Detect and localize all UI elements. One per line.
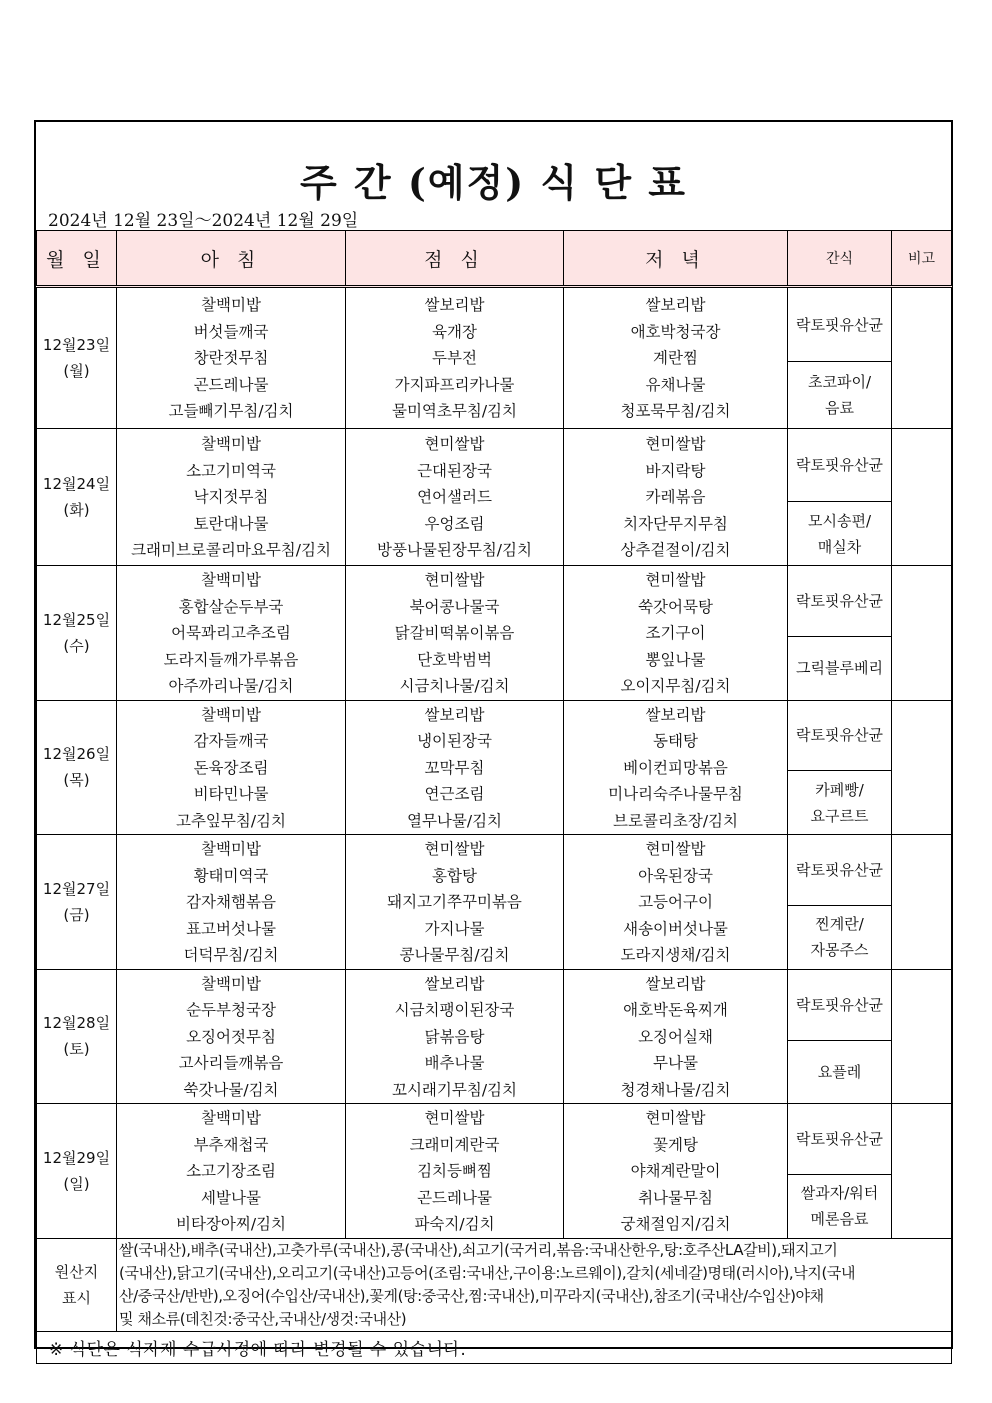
day-row [37,429,952,502]
snack-line: 찐계란/ [815,915,864,934]
day-date: 12월29일 [42,1148,111,1167]
menu-item: 야채계란말이 [630,1162,721,1180]
menu-item: 동태탕 [653,732,698,750]
menu-item: 현미쌀밥 [424,1109,485,1127]
header-snack: 간식 [788,231,892,287]
menu-item: 현미쌀밥 [645,1109,706,1127]
snack-probiotic: 락토핏유산균 [788,287,892,362]
snack-probiotic: 락토핏유산균 [788,1104,892,1175]
day-row [37,700,952,771]
menu-item: 낙지젓무침 [193,488,269,507]
lunch-cell [346,287,564,429]
menu-item: 고사리들깨볶음 [178,1054,284,1072]
lunch-cell [346,969,564,1104]
change-notice: ※ 식단은 식자재 수급사정에 따라 변경될 수 있습니다. [37,1331,952,1363]
menu-item: 찰백미밥 [201,435,261,454]
breakfast-cell [117,700,346,835]
day-cell [37,287,117,429]
menu-item: 꽃게탕 [653,1135,698,1154]
day-row [37,287,952,362]
remark-cell [892,566,952,701]
menu-item: 방풍나물된장무침/김치 [377,541,532,560]
menu-item: 닭볶음탕 [424,1027,485,1046]
menu-item: 유채나물 [645,375,706,394]
menu-item: 아주까리나물/김치 [168,677,294,695]
menu-item: 쌀보리밥 [424,296,485,315]
day-weekday: (토) [63,1040,90,1059]
menu-item: 현미쌀밥 [424,571,485,589]
menu-item: 근대된장국 [417,461,492,480]
snack-probiotic: 락토핏유산균 [788,429,892,502]
origin-line: 쌀(국내산),배추(국내산),고춧가루(국내산),콩(국내산),쇠고기(국거리,볶음:국내산한우,탕:호주산LA갈비),돼지고기 [119,1240,838,1259]
menu-item: 콩나물무침/김치 [399,946,510,964]
day-weekday: (목) [63,771,90,790]
day-cell [37,1104,117,1239]
menu-item: 쌀보리밥 [645,974,706,993]
snack-line: 요플레 [817,1062,862,1081]
menu-item: 소고기미역국 [186,461,276,480]
day-row [37,835,952,906]
menu-item: 물미역초무침/김치 [391,402,517,421]
menu-sheet [34,120,953,1360]
snack-probiotic: 락토핏유산균 [788,700,892,771]
lunch-cell [346,429,564,566]
menu-item: 찰백미밥 [201,840,261,858]
snack-line: 초코파이/ [807,373,871,391]
menu-item: 청포묵무침/김치 [620,402,731,421]
menu-item: 열무나물/김치 [406,811,503,830]
header-remark: 비고 [892,231,952,287]
menu-item: 뽕잎나물 [645,650,706,669]
menu-item: 도라지생채/김치 [620,946,731,964]
day-cell [37,700,117,835]
menu-item: 김치등뼈찜 [417,1162,492,1180]
menu-item: 도라지들깨가루볶음 [163,650,299,669]
dinner-cell [564,835,788,970]
snack-item [788,1040,892,1103]
menu-item: 베이컨피망볶음 [623,758,728,777]
day-weekday: (일) [63,1174,90,1193]
breakfast-cell [117,969,346,1104]
menu-item: 감자들깨국 [193,732,269,750]
menu-item: 육개장 [432,322,477,341]
menu-item: 계란찜 [653,349,698,368]
snack-probiotic: 락토핏유산균 [788,969,892,1040]
origin-label [37,1238,117,1331]
menu-item: 무나물 [653,1054,698,1072]
menu-item: 조기구이 [645,624,706,642]
remark-cell [892,429,952,566]
origin-label-line: 표시 [62,1288,91,1307]
day-date: 12월27일 [42,879,111,898]
snack-line: 카페빵/ [815,780,864,799]
menu-item: 시금치팽이된장국 [394,1001,515,1019]
snack-item [788,502,892,566]
menu-item: 꼬시래기무침/김치 [391,1080,517,1099]
snack-item [788,637,892,700]
dinner-cell [564,969,788,1104]
menu-item: 오징어젓무침 [186,1027,276,1046]
menu-item: 돼지고기쭈꾸미볶음 [387,893,522,911]
menu-item: 오이지무침/김치 [620,677,731,695]
menu-item: 우엉조림 [424,514,485,533]
menu-item: 가지파프리카나물 [394,375,515,394]
day-weekday: (수) [63,636,90,655]
menu-item: 찰백미밥 [201,974,261,993]
dinner-cell [564,566,788,701]
menu-item: 현미쌀밥 [645,435,706,454]
date-range: 2024년 12월 23일～2024년 12월 29일 [48,211,359,231]
day-row [37,566,952,637]
breakfast-cell [117,566,346,701]
menu-item: 브로콜리초장/김치 [612,811,738,830]
menu-item: 애호박돈육찌개 [623,1001,728,1019]
dinner-cell [564,700,788,835]
header-dinner: 저 녁 [564,231,788,287]
menu-item: 현미쌀밥 [645,571,706,589]
menu-item: 찰백미밥 [201,1109,261,1127]
menu-item: 연어샐러드 [417,488,492,507]
menu-item: 취나물무침 [638,1188,713,1207]
lunch-cell [346,700,564,835]
lunch-cell [346,1104,564,1239]
menu-item: 찰백미밥 [201,296,261,315]
snack-item [788,906,892,969]
menu-item: 고등어구이 [638,893,713,911]
menu-item: 궁채절임지/김치 [620,1215,731,1233]
snack-item [788,362,892,429]
lunch-cell [346,566,564,701]
menu-item: 곤드레나물 [193,375,269,394]
day-cell [37,566,117,701]
menu-item: 찰백미밥 [201,571,261,589]
header-lunch: 점 심 [346,231,564,287]
menu-item: 가지나물 [424,919,485,938]
note-row [37,1331,952,1363]
menu-item: 비타장아찌/김치 [175,1215,287,1233]
menu-item: 찰백미밥 [201,705,261,724]
snack-line: 요구르트 [810,806,869,825]
header-row [37,231,952,287]
menu-item: 치자단무지무침 [623,514,728,533]
menu-item: 북어콩나물국 [409,597,500,616]
menu-item: 세발나물 [201,1188,261,1207]
dinner-cell [564,287,788,429]
menu-item: 황태미역국 [193,866,269,885]
remark-cell [892,700,952,835]
day-weekday: (금) [63,905,90,924]
menu-item: 배추나물 [424,1054,485,1072]
menu-item: 상추겉절이/김치 [620,541,731,560]
lunch-cell [346,835,564,970]
menu-item: 현미쌀밥 [424,840,485,858]
header-day: 월 일 [37,231,117,287]
day-row [37,969,952,1040]
menu-item: 순두부청국장 [186,1001,276,1019]
day-weekday: (월) [63,362,90,380]
menu-item: 꼬막무침 [424,758,485,777]
snack-line: 음료 [825,399,854,417]
remark-cell [892,1104,952,1239]
menu-item: 시금치나물/김치 [399,677,510,695]
menu-item: 홍합살순두부국 [178,597,284,616]
origin-line: 및 채소류(데친것:중국산,국내산/생것:국내산) [119,1309,407,1328]
breakfast-cell [117,429,346,566]
breakfast-cell [117,1104,346,1239]
menu-item: 감자채햄볶음 [186,893,276,911]
menu-item: 부추재첩국 [193,1135,269,1154]
menu-item: 현미쌀밥 [424,435,485,454]
snack-probiotic: 락토핏유산균 [788,566,892,637]
menu-item: 현미쌀밥 [645,840,706,858]
menu-item: 새송이버섯나물 [623,919,728,938]
menu-item: 표고버섯나물 [186,919,276,938]
menu-item: 청경채나물/김치 [620,1080,731,1099]
menu-item: 쑥갓어묵탕 [638,597,713,616]
origin-line: 산/중국산/반반),오징어(수입산/국내산),꽃게(탕:중국산,찜:국내산),미꾸라지(국내산),참조기(국내산/수입산)야채 [119,1286,824,1305]
snack-line: 쌀과자/워터 [800,1184,879,1203]
origin-row [37,1238,952,1331]
menu-item: 파숙지/김치 [414,1215,495,1233]
day-date: 12월23일 [42,336,111,354]
menu-item: 더덕무침/김치 [183,946,279,964]
menu-item: 쌀보리밥 [424,974,485,993]
day-date: 12월26일 [42,745,111,764]
menu-item: 곤드레나물 [417,1188,492,1207]
day-row [37,1104,952,1175]
dinner-cell [564,429,788,566]
snack-line: 메론음료 [810,1210,869,1229]
menu-item: 크래미브로콜리마요무침/김치 [131,541,331,560]
dinner-cell [564,1104,788,1239]
day-cell [37,969,117,1104]
menu-item: 두부전 [432,349,477,368]
snack-line: 자몽주스 [810,941,869,960]
menu-item: 소고기장조림 [186,1162,276,1180]
menu-item: 닭갈비떡볶이볶음 [394,624,515,642]
day-cell [37,835,117,970]
menu-item: 쑥갓나물/김치 [183,1080,279,1099]
menu-item: 돈육장조림 [193,758,269,777]
menu-item: 고들빼기무침/김치 [168,402,294,421]
menu-item: 오징어실채 [638,1027,713,1046]
header-breakfast: 아 침 [117,231,346,287]
page-title: 주 간 (예정) 식 단 표 [299,160,688,205]
menu-item: 연근조림 [424,785,485,803]
menu-item: 바지락탕 [645,461,706,480]
menu-item: 애호박청국장 [630,322,721,341]
origin-line: (국내산),닭고기(국내산),오리고기(국내산)고등어(조림:국내산,구이용:노르웨이),갈치(세네갈)명태(러시아),낙지(국내 [119,1263,856,1282]
menu-item: 창란젓무침 [193,349,269,368]
menu-item: 토란대나물 [193,514,269,533]
menu-item: 어묵꽈리고추조림 [171,624,291,642]
day-date: 12월28일 [42,1014,111,1033]
menu-item: 크래미계란국 [409,1135,500,1154]
menu-item: 아욱된장국 [638,866,713,885]
menu-item: 홍합탕 [432,866,477,885]
snack-item [788,771,892,835]
remark-cell [892,287,952,429]
day-cell [37,429,117,566]
menu-item: 냉이된장국 [417,732,492,750]
snack-line: 모시송편/ [807,511,871,530]
origin-label-line: 원산지 [54,1262,99,1281]
day-date: 12월24일 [42,475,111,493]
menu-item: 비타민나물 [193,785,269,803]
breakfast-cell [117,835,346,970]
remark-cell [892,835,952,970]
menu-item: 고추잎무침/김치 [175,811,287,830]
snack-line: 매실차 [817,537,862,556]
snack-item [788,1174,892,1238]
breakfast-cell [117,287,346,429]
menu-table [36,230,952,1364]
menu-item: 쌀보리밥 [424,705,485,724]
snack-line: 그릭블루베리 [796,659,883,678]
day-date: 12월25일 [42,610,111,629]
menu-item: 쌀보리밥 [645,296,706,315]
menu-item: 카레볶음 [645,488,706,507]
origin-text [117,1238,952,1331]
snack-probiotic: 락토핏유산균 [788,835,892,906]
menu-item: 쌀보리밥 [645,705,706,724]
day-weekday: (화) [63,501,90,519]
menu-item: 버섯들깨국 [193,322,269,341]
menu-item: 미나리숙주나물무침 [608,785,743,803]
remark-cell [892,969,952,1104]
menu-item: 단호박범벅 [417,650,492,669]
